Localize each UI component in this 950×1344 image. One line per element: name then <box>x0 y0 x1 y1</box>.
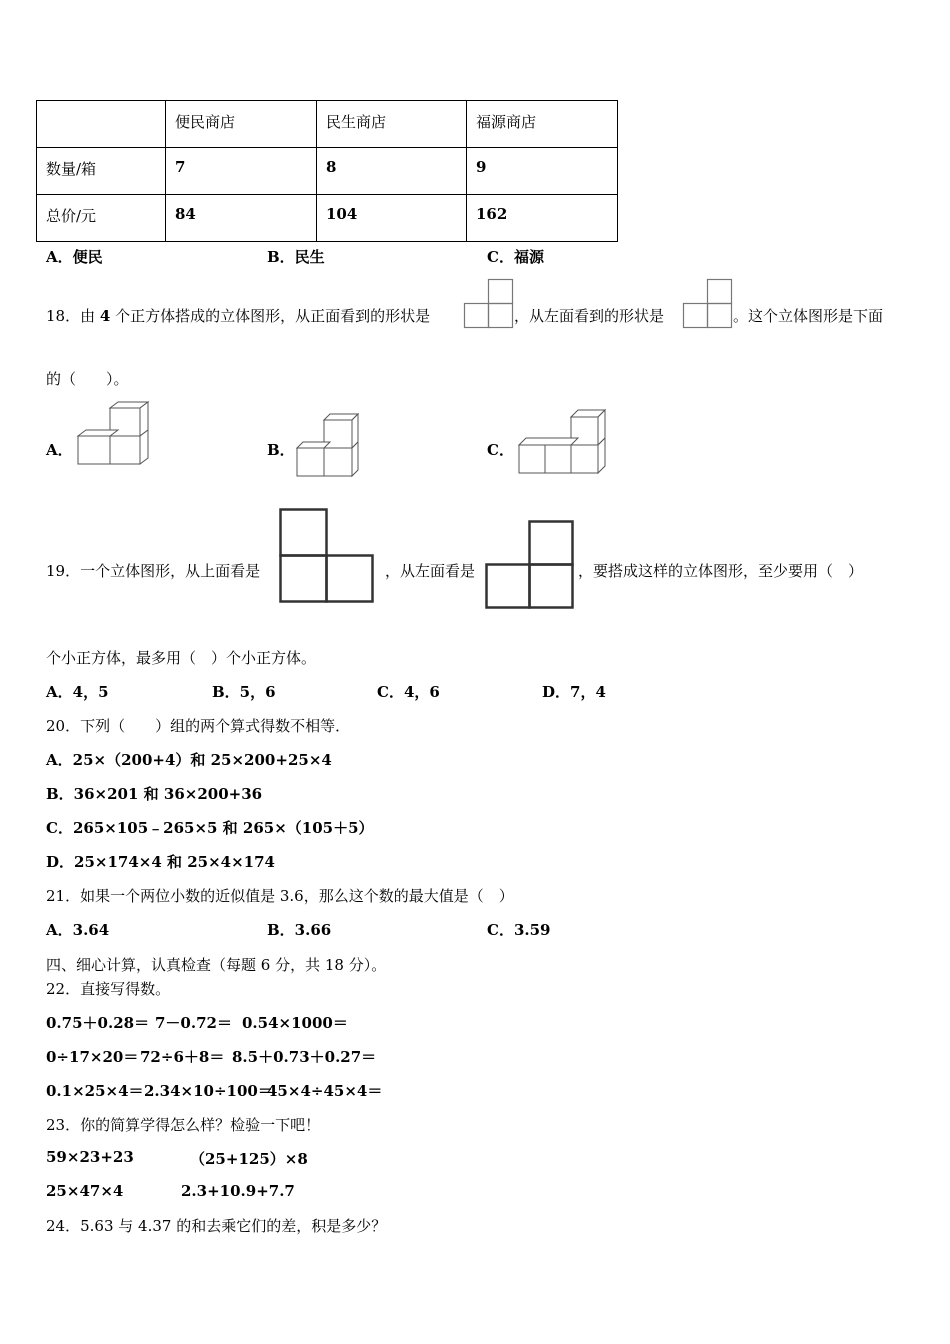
q17-option-b[interactable]: B．民生 <box>267 248 325 266</box>
table-cell: 8 <box>317 148 467 195</box>
table-cell: 7 <box>166 148 317 195</box>
option-b-cube-figure <box>296 412 361 477</box>
table-cell: 9 <box>467 148 618 195</box>
table-header-cell: 民生商店 <box>317 101 467 148</box>
q22-item: 0÷17×20＝ <box>46 1048 139 1066</box>
table-row <box>37 195 618 242</box>
q18-stem-part1 <box>46 305 430 326</box>
table-row-label: 总价/元 <box>37 195 166 242</box>
q19-stem-line2: 个小正方体，最多用（ ）个小正方体。 <box>46 649 317 667</box>
q23-item: 2.3+10.9+7.7 <box>181 1182 295 1200</box>
q22-item: 7－0.72＝ <box>155 1014 232 1032</box>
q23-item: 25×47×4 <box>46 1182 124 1200</box>
table-cell <box>37 101 166 148</box>
q20-option-a[interactable]: A．25×（200+4）和 25×200+25×4 <box>46 751 332 769</box>
top-view-figure <box>279 508 375 604</box>
table-header-cell: 便民商店 <box>166 101 317 148</box>
left-side-view-figure <box>485 520 575 610</box>
q21-option-a[interactable]: A．3.64 <box>46 921 110 939</box>
q20-option-c[interactable]: C．265×105﹣265×5 和 265×（105＋5） <box>46 819 374 837</box>
q19-option-b[interactable]: B．5，6 <box>212 683 276 701</box>
q23-item: 59×23+23 <box>46 1148 134 1166</box>
table-row-label: 数量/箱 <box>37 148 166 195</box>
q21-stem: 21．如果一个两位小数的近似值是 3.6，那么这个数的最大值是（ ） <box>46 887 514 905</box>
q20-option-b[interactable]: B．36×201 和 36×200+36 <box>46 785 263 803</box>
q22-item: 0.1×25×4＝ <box>46 1082 144 1100</box>
q18-option-c[interactable]: C． <box>487 441 514 459</box>
q22-item: 0.75＋0.28＝ <box>46 1014 150 1032</box>
q22-item: 72÷6＋8＝ <box>140 1048 225 1066</box>
q23-item: （25+125）×8 <box>190 1150 308 1168</box>
table-cell: 162 <box>467 195 618 242</box>
q18-stem-line2: 的（ ）。 <box>46 370 129 388</box>
table-cell: 104 <box>317 195 467 242</box>
table-header-cell: 福源商店 <box>467 101 618 148</box>
table-row <box>37 148 618 195</box>
table-cell: 84 <box>166 195 317 242</box>
q18-option-a[interactable]: A． <box>46 441 73 459</box>
q22-stem: 22．直接写得数。 <box>46 980 171 998</box>
q22-item: 45×4÷45×4＝ <box>267 1082 383 1100</box>
q20-stem: 20．下列（ ）组的两个算式得数不相等． <box>46 717 351 735</box>
option-c-cube-figure <box>518 409 608 474</box>
front-view-figure <box>464 279 514 329</box>
q18-cube-count: 4 <box>99 307 111 325</box>
option-a-cube-figure <box>76 400 151 475</box>
q21-option-c[interactable]: C．3.59 <box>487 921 551 939</box>
q17-option-a[interactable]: A．便民 <box>46 248 103 266</box>
q23-stem: 23．你的简算学得怎么样？检验一下吧！ <box>46 1116 321 1134</box>
q18-option-b[interactable]: B． <box>267 441 295 459</box>
q18-left-label: ，从左面看到的形状是 <box>514 307 665 325</box>
q22-item: 2.34×10÷100＝ <box>144 1082 273 1100</box>
q19-stem-part2: ，从左面看是 <box>385 562 476 580</box>
q19-option-c[interactable]: C．4，6 <box>377 683 440 701</box>
q20-option-d[interactable]: D．25×174×4 和 25×4×174 <box>46 853 275 871</box>
q18-front-label: 个正方体搭成的立体图形，从正面看到的形状是 <box>115 307 431 325</box>
price-table <box>36 100 618 242</box>
q18-prefix: 18．由 <box>46 307 96 325</box>
table-header-row <box>37 101 618 148</box>
q19-option-d[interactable]: D．7，4 <box>542 683 606 701</box>
q21-option-b[interactable]: B．3.66 <box>267 921 332 939</box>
q22-item: 8.5＋0.73＋0.27＝ <box>232 1048 377 1066</box>
section-heading: 四、细心计算，认真检查（每题 6 分，共 18 分）。 <box>46 956 387 974</box>
q17-option-c[interactable]: C．福源 <box>487 248 544 266</box>
left-view-figure <box>683 279 733 329</box>
q22-item: 0.54×1000＝ <box>242 1014 348 1032</box>
q24-stem: 24．5.63 与 4.37 的和去乘它们的差，积是多少？ <box>46 1217 387 1235</box>
q19-stem-part1: 19．一个立体图形，从上面看是 <box>46 562 261 580</box>
q18-stem-part4: 。这个立体图形是下面 <box>733 307 884 325</box>
q19-option-a[interactable]: A．4，5 <box>46 683 109 701</box>
q19-stem-part3: ，要搭成这样的立体图形，至少要用（ ） <box>578 562 864 580</box>
